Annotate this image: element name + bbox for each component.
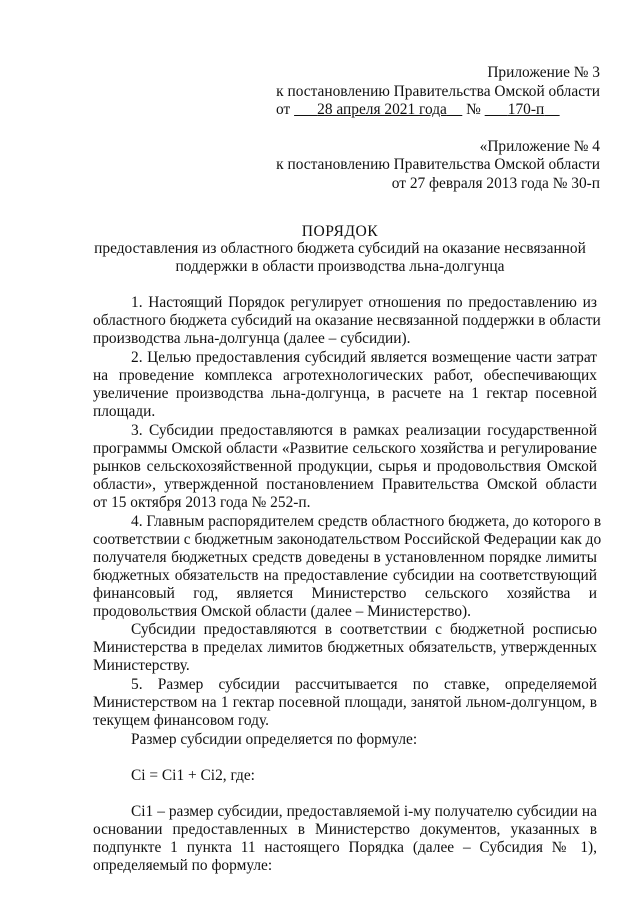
paragraph-line: 3. Субсидии предоставляются в рамках реализации государственной — [131, 422, 597, 439]
paragraph-line: финансовый год, является Министерство сельского хозяйства и — [93, 585, 597, 602]
paragraph-line: увеличение производства льна-долгунца, в расчете на 1 гектар посевной — [93, 385, 597, 402]
paragraph-line: определяемый по формуле: — [93, 857, 273, 874]
paragraph-line: 5. Размер субсидии рассчитывается по ставке, определяемой — [131, 676, 597, 693]
paragraph-line: Министерства в пределах лимитов бюджетных обязательств, утвержденных — [93, 639, 597, 656]
paragraph-line: Ci1 – размер субсидии, предоставляемой i-му получателю субсидии на — [131, 803, 597, 820]
paragraph-line: программы Омской области «Развитие сельского хозяйства и регулирование — [93, 440, 597, 457]
paragraph-line: основании предоставленных в Министерство документов, указанных в — [93, 821, 597, 838]
paragraph-line: области», утвержденной постановлением Правительства Омской области — [93, 476, 597, 493]
paragraph-line: текущем финансовом году. — [93, 712, 269, 729]
paragraph-line: областного бюджета субсидий на оказание несвязанной поддержки в области — [93, 312, 601, 329]
document-subtitle-line-1: предоставления из областного бюджета субсидий на оказание несвязанной — [94, 240, 586, 257]
paragraph-line: площади. — [93, 403, 156, 420]
paragraph-line: 1. Настоящий Порядок регулирует отношения по предоставлению из — [131, 294, 597, 311]
document-title: ПОРЯДОК — [301, 223, 379, 240]
paragraph-line: Размер субсидии определяется по формуле: — [131, 731, 418, 748]
resolution-reference: к постановлению Правительства Омской области — [276, 83, 600, 100]
paragraph-line: от 15 октября 2013 года № 252-п. — [93, 494, 311, 511]
paragraph-line: производства льна-долгунца (далее – субсидии). — [93, 330, 411, 347]
paragraph-line: получателя бюджетных средств доведены в установленном порядке лимиты — [93, 549, 597, 566]
appendix-3-label: Приложение № 3 — [487, 64, 600, 81]
paragraph-line: подпункте 1 пункта 11 настоящего Порядка (далее – Субсидия № 1), — [93, 839, 597, 856]
paragraph-line: соответствии с бюджетным законодательством Российской Федерации как до — [93, 531, 602, 548]
paragraph-line: Министерством на 1 гектар посевной площади, занятой льном-долгунцом, в — [93, 694, 597, 711]
paragraph-line: продовольствия Омской области (далее – Министерство). — [93, 603, 472, 620]
resolution-reference-2: к постановлению Правительства Омской области — [276, 156, 600, 173]
paragraph-line: 4. Главным распорядителем средств областного бюджета, до которого в — [131, 513, 602, 530]
resolution-date-line — [276, 101, 560, 118]
paragraph-line: на проведение комплекса агротехнологических работ, обеспечивающих — [93, 367, 597, 384]
paragraph-line: бюджетных обязательств на предоставление субсидии на соответствующий — [93, 567, 597, 584]
resolution-date: 28 апреля 2021 года — [317, 101, 447, 118]
paragraph-line: 2. Целью предоставления субсидий является возмещение части затрат — [131, 349, 597, 366]
resolution-number: 170-п — [507, 101, 545, 118]
paragraph-line: Министерству. — [93, 657, 190, 674]
paragraph-line: рынков сельскохозяйственной продукции, сырья и продовольствия Омской — [93, 458, 597, 475]
date-prefix: от — [276, 101, 291, 118]
number-prefix: № — [466, 101, 481, 118]
original-resolution-ref: от 27 февраля 2013 года № 30-п — [391, 175, 600, 192]
formula: Ci = Ci1 + Ci2, где: — [131, 767, 255, 784]
paragraph-line: Субсидии предоставляются в соответствии с бюджетной росписью — [131, 621, 597, 638]
appendix-4-label: «Приложение № 4 — [479, 138, 600, 155]
document-subtitle-line-2: поддержки в области производства льна-долгунца — [175, 258, 505, 275]
